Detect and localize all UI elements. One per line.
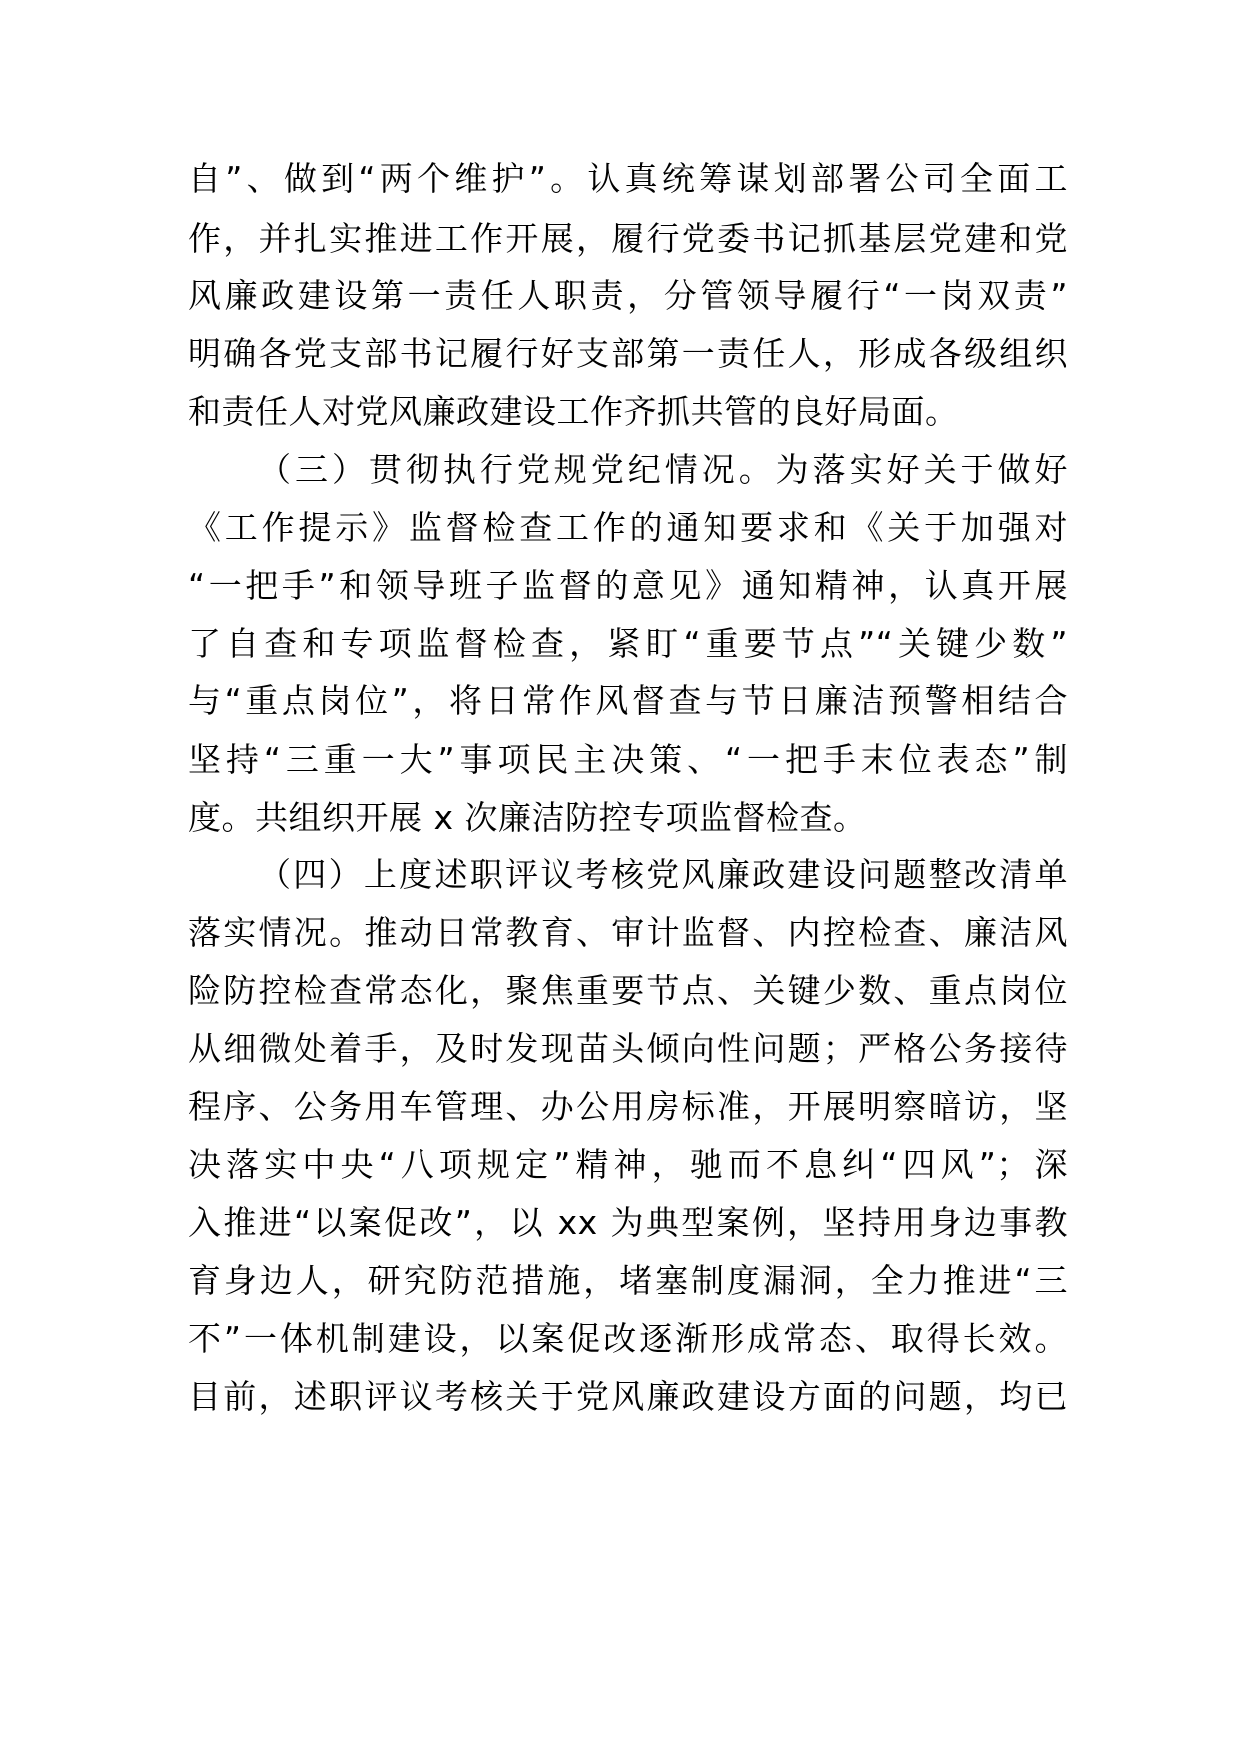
text-line: 与“重点岗位”，将日常作风督查与节日廉洁预警相结合 [188, 681, 1068, 720]
text-line: 了自查和专项监督检查，紧盯“重要节点”“关键少数” [188, 624, 1068, 663]
section-heading-3: （三）贯彻执行党规党纪情况。为落实好关于做好 [258, 450, 1068, 489]
text-line: 程序、公务用车管理、办公用房标准，开展明察暗访，坚 [188, 1087, 1068, 1126]
text-line: 险防控检查常态化，聚焦重要节点、关键少数、重点岗位 [188, 971, 1068, 1010]
text-line: 坚持“三重一大”事项民主决策、“一把手末位表态”制 [188, 740, 1068, 779]
section-heading-4: （四）上度述职评议考核党风廉政建设问题整改清单 [258, 855, 1068, 894]
text-line: 明确各党支部书记履行好支部第一责任人，形成各级组织 [188, 334, 1068, 373]
text-line: 度。共组织开展 x 次廉洁防控专项监督检查。 [188, 798, 867, 837]
text-line: 入推进“以案促改”，以 xx 为典型案例，坚持用身边事教 [188, 1203, 1068, 1242]
text-line: 作，并扎实推进工作开展，履行党委书记抓基层党建和党 [188, 219, 1068, 258]
text-line: 从细微处着手，及时发现苗头倾向性问题；严格公务接待 [188, 1029, 1068, 1068]
text-line: 目前，述职评议考核关于党风廉政建设方面的问题，均已 [188, 1377, 1068, 1416]
text-line: 育身边人，研究防范措施，堵塞制度漏洞，全力推进“三 [188, 1261, 1068, 1300]
text-line: 不”一体机制建设，以案促改逐渐形成常态、取得长效。 [188, 1319, 1068, 1358]
text-line: 决落实中央“八项规定”精神，驰而不息纠“四风”；深 [188, 1145, 1068, 1184]
text-line: 和责任人对党风廉政建设工作齐抓共管的良好局面。 [188, 392, 959, 431]
text-line: 落实情况。推动日常教育、审计监督、内控检查、廉洁风 [188, 913, 1068, 952]
text-line: “一把手”和领导班子监督的意见》通知精神，认真开展 [188, 566, 1068, 605]
text-line: 自”、做到“两个维护”。认真统筹谋划部署公司全面工 [188, 159, 1068, 198]
text-line: 《工作提示》监督检查工作的通知要求和《关于加强对 [188, 508, 1068, 547]
text-line: 风廉政建设第一责任人职责，分管领导履行“一岗双责” [188, 276, 1068, 315]
